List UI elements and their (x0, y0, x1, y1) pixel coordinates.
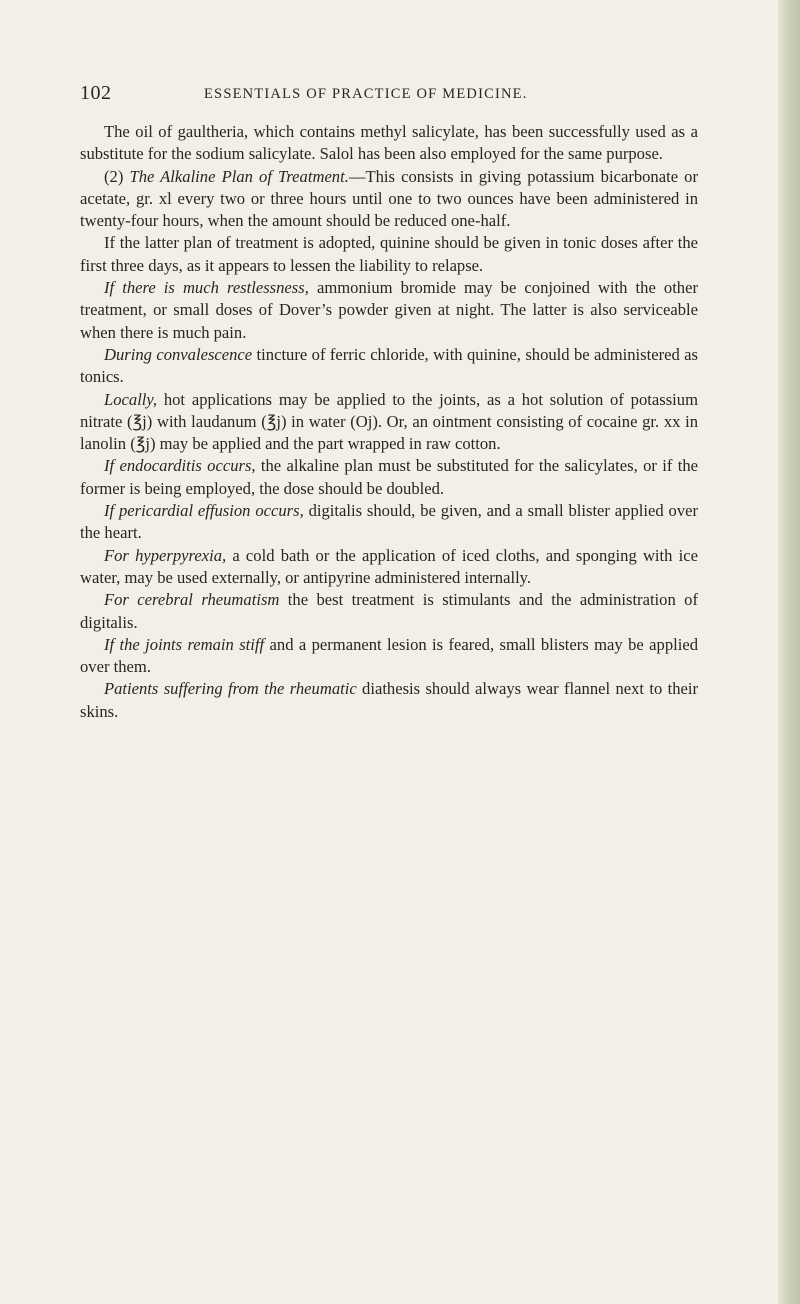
running-title: ESSENTIALS OF PRACTICE OF MEDICINE. (204, 86, 528, 102)
italic-lead: If endocarditis occurs, (104, 456, 256, 476)
italic-lead: If the joints remain stiff (104, 634, 265, 654)
paragraph-text: hot applications may be applied to the joints, as a hot solution of potassium nitrate (℥j) with laudanum (℥j) in water (Oj). Or, an ointment consisting of cocaine gr. xx in lanolin (℥j) may be applied and the part wrapped in raw cotton. (80, 389, 698, 454)
paragraph-text: a cold bath or the application of iced cloths, and sponging with ice water, may be used externally, or antipyrine administered internally. (80, 545, 698, 587)
paragraph-cerebral-rheumatism (80, 589, 698, 634)
paragraph-rheumatic-diathesis (80, 678, 698, 723)
italic-lead: During convalescence (104, 344, 253, 364)
section-heading: The Alkaline Plan of Treatment. (129, 166, 349, 186)
italic-lead: If pericardial effusion occurs, (104, 501, 304, 521)
paragraph-text: tincture of ferric chloride, with quinine, should be administered as tonics. (80, 344, 698, 387)
paragraph-restlessness (80, 277, 698, 344)
italic-lead: Patients suffering from the rheumatic (104, 679, 357, 699)
paragraph-endocarditis (80, 455, 698, 500)
italic-lead: If there is much restlessness, (104, 278, 309, 298)
paragraph-text: and a permanent lesion is feared, small blisters may be applied over them. (80, 634, 698, 677)
page-edge-shadow (778, 0, 800, 1304)
paragraph-locally (80, 389, 698, 456)
paragraph-text: digitalis should, be given, and a small blister applied over the heart. (80, 501, 699, 543)
page-number: 102 (80, 82, 112, 104)
paragraph-stiff-joints (80, 634, 698, 679)
paragraph-text: the alkaline plan must be substituted for the salicylates, or if the former is being employed, the dose should be doubled. (80, 456, 698, 498)
paragraph-text: If the latter plan of treatment is adopted, quinine should be given in tonic doses after the first three days, as it appears to lessen the liability to relapse. (80, 233, 698, 275)
italic-lead: For hyperpyrexia, (104, 545, 227, 565)
paragraph-quinine (80, 232, 698, 277)
paragraph-text: —This consists in giving potassium bicarbonate or acetate, gr. xl every two or three hours until one to two ounces have been administered in twenty-four hours, when the amount should be reduced one-half. (80, 166, 699, 231)
paragraph-number: (2) (104, 166, 130, 186)
paragraph-text: diathesis should always wear flannel next to their skins. (80, 679, 698, 721)
paragraph-gaultheria (80, 121, 698, 166)
paragraph-text: The oil of gaultheria, which contains methyl salicylate, has been successfully used as a substitute for the sodium salicylate. Salol has been also employed for the same purpose. (80, 122, 698, 164)
paragraph-convalescence (80, 344, 698, 389)
paragraph-alkaline-plan (80, 166, 698, 233)
page-header (80, 82, 700, 106)
paragraph-text: the best treatment is stimulants and the administration of digitalis. (80, 590, 698, 632)
italic-lead: Locally, (104, 389, 158, 409)
italic-lead: For cerebral rheumatism (104, 590, 280, 610)
paragraph-text: ammonium bromide may be conjoined with the other treatment, or small doses of Dover’s powder given at night. The latter is also serviceable when there is much pain. (80, 278, 698, 342)
body-text (80, 121, 698, 723)
paragraph-hyperpyrexia (80, 545, 698, 590)
paragraph-pericardial-effusion (80, 500, 698, 545)
